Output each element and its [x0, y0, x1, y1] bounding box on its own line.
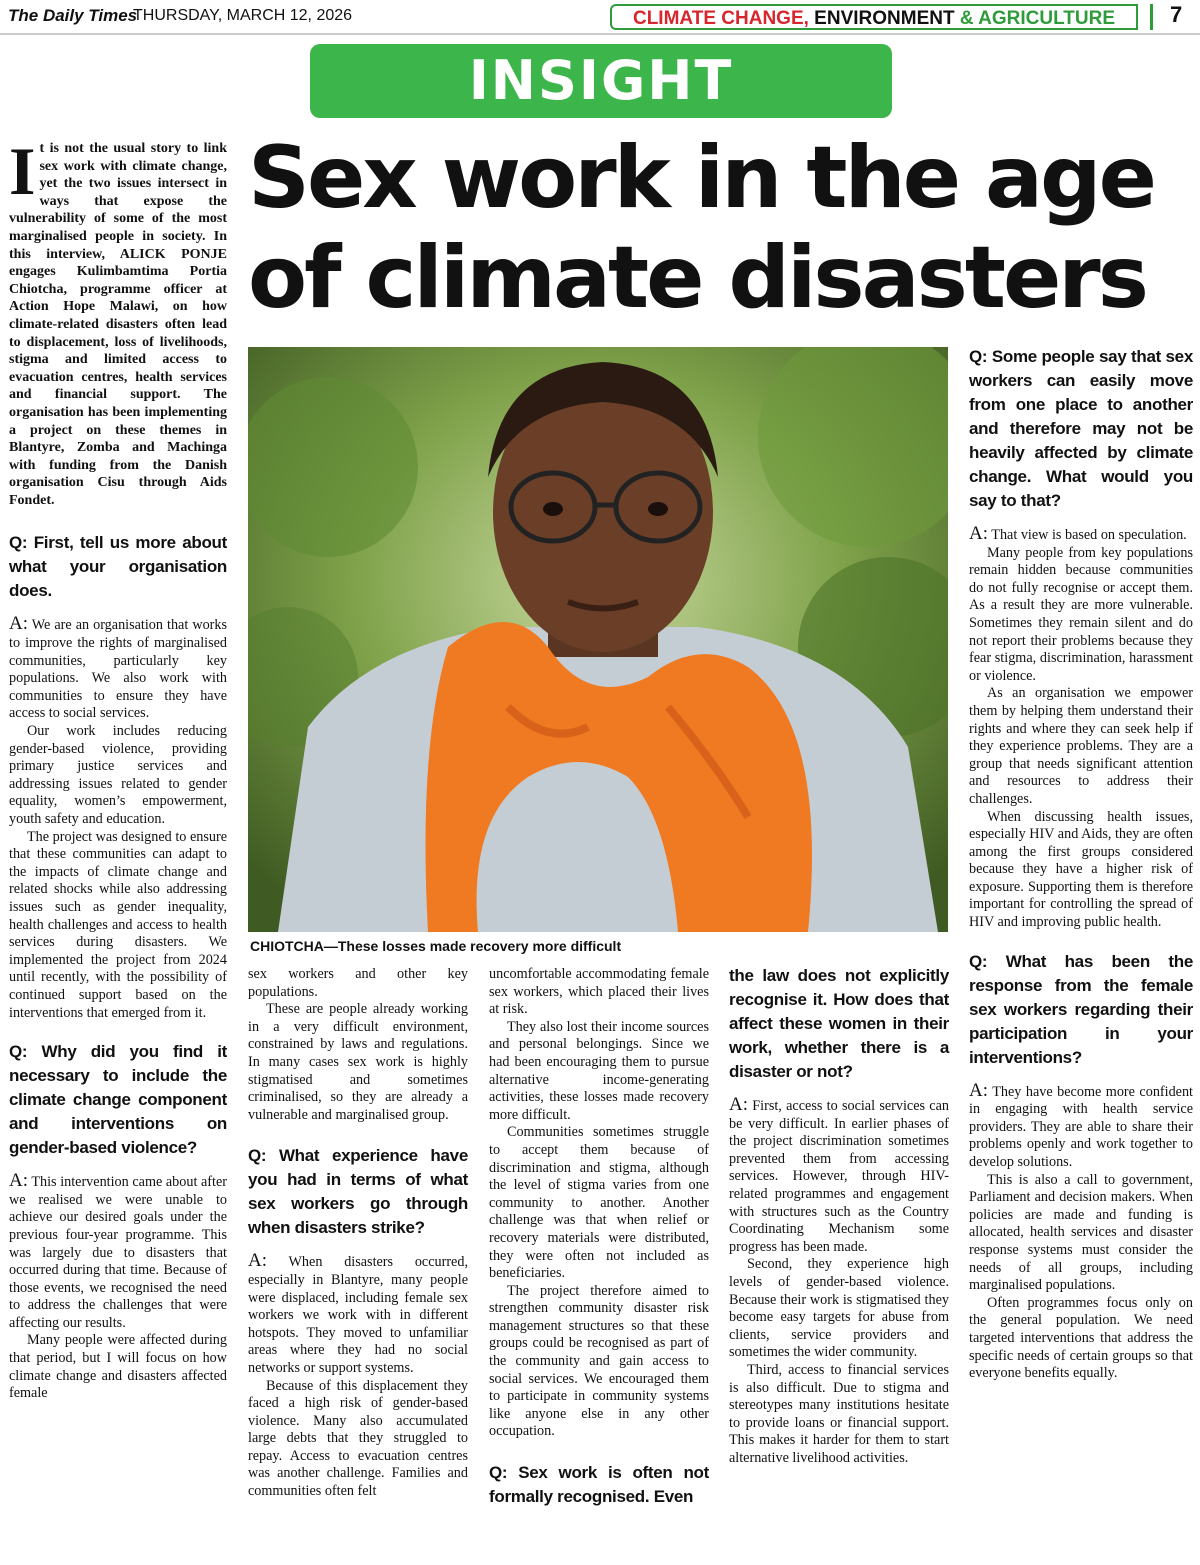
answer-2-para-1 — [9, 1172, 227, 1332]
answer-2-text: This intervention came about after we realised we were unable to achieve our desired goals under the previous four-year programme. This was largely due to disasters that occurred during that time. Because of those events, we recognised the need to address the challenges that were affecting our results. — [9, 1174, 227, 1331]
section-banner — [610, 4, 1138, 30]
article-column-1 — [9, 133, 228, 1403]
section-part2: ENVIRONMENT — [808, 8, 960, 29]
answer-marker: A: — [969, 523, 988, 544]
answer-marker: A: — [969, 1079, 988, 1101]
answer-6-para-2: This is also a call to government, Parliament and decision makers. When policies are made and funding is allocated, health services and disaster response systems must consider the needs of all groups, including marginalised populations. — [969, 1171, 1193, 1294]
answer-5-para-2: Many people from key populations remain hidden because communities do not fully recognise or accept them. As a result they are more vulnerable. Sometimes they remain silent and do not report their problems because they fear stigma, discrimination, harassment or violence. — [969, 544, 1193, 684]
photo-caption: CHIOTCHA—These losses made recovery more difficult — [250, 938, 622, 954]
col3-para-4: The project therefore aimed to strengthen community disaster risk management structures so that these groups could be recognised as part of the community and gain access to social services. We encouraged them to participate in community systems like anyone else in any other occupation. — [489, 1282, 709, 1440]
intro-text: t is not the usual story to link sex work with climate change, yet the two issues intersect in ways that expose the vulnerability of some of the most marginalised people in society. In this interview, ALICK PONJE engages Kulimbamtima Portia Chiotcha, programme officer at Action Hope Malawi, on how climate-related disasters often lead to displacement, loss of livelihoods, stigma and limited access to evacuation centres, health services and financial support. The organisation has been implementing a project on these themes in Blantyre, Zomba and Machinga with funding from the Danish organisation Cisu through Aids Fondet. — [9, 141, 227, 508]
answer-5-para-1 — [969, 525, 1193, 545]
col3-para-2: They also lost their income sources and personal belongings. Since we had been encouraging them to pursue alternative income-generating activities, these losses made recovery more difficult. — [489, 1018, 709, 1123]
headline: Sex work in the age of climate disasters — [248, 128, 1154, 328]
answer-4-para-1 — [729, 1096, 949, 1256]
issue-date: THURSDAY, MARCH 12, 2026 — [133, 7, 353, 24]
answer-marker: A: — [9, 613, 28, 635]
answer-3-para-2: Because of this displacement they faced a high risk of gender-based violence. Many also accumulated large debts that they struggled to repay. Access to evacuation centres was another challenge. Families and communities often felt — [248, 1377, 468, 1500]
answer-6-text: They have become more confident in engaging with health service providers. They are able to share their problems openly and work together to develop solutions. — [969, 1083, 1193, 1171]
answer-2-para-2: Many people were affected during that period, but I will focus on how climate change and disasters affected female — [9, 1332, 227, 1402]
header-divider — [1150, 4, 1153, 30]
portrait-illustration — [248, 347, 948, 932]
answer-4-para-3: Third, access to financial services is also difficult. Due to stigma and stereotypes many institutions hesitate to provide loans or financial support. This makes it harder for them to start alternative livelihood activities. — [729, 1361, 949, 1466]
answer-3-para-1 — [248, 1252, 468, 1377]
question-2: Q: Why did you find it necessary to include the climate change component and interventions on gender-based violence? — [9, 1042, 227, 1158]
col3-para-3: Communities sometimes struggle to accept them because of discrimination and stigma, although the level of stigma varies from one community to another. Another challenge was that when relief or recovery materials were distributed, they were often not included as beneficiaries. — [489, 1124, 709, 1282]
answer-1-text: We are an organisation that works to improve the rights of marginalised communities, particularly key populations. We also work with communities to ensure they have access to social services. — [9, 617, 228, 722]
article-column-2 — [248, 966, 468, 1501]
newspaper-name: The Daily Times — [8, 6, 138, 25]
answer-1-para-1 — [9, 615, 227, 723]
answer-1-para-2: Our work includes reducing gender-based violence, providing primary justice services and addressing issues related to gender equality, women’s empowerment, youth safety and education. — [9, 723, 227, 827]
portrait-photo — [248, 347, 948, 932]
answer-6-para-1 — [969, 1079, 1193, 1172]
question-4: Q: Sex work is often not formally recognised. Even — [489, 1463, 709, 1507]
drop-cap: I — [9, 133, 36, 209]
answer-6-para-3: Often programmes focus only on the general population. We need targeted interventions that address the specific needs of certain groups so that everyone benefits equally. — [969, 1294, 1193, 1382]
answer-marker: A: — [729, 1094, 748, 1115]
article-column-4 — [729, 964, 949, 1467]
answer-marker: A: — [9, 1170, 28, 1192]
answer-4-text: First, access to social services can be very difficult. In earlier phases of the project discrimination sometimes prevented them from accessing services. However, through HIV-related programmes and engagement with structures such as the Country Coordinating Mechanism some progress has been made. — [729, 1098, 949, 1255]
page-number: 7 — [1170, 2, 1183, 27]
answer-marker: A: — [248, 1250, 267, 1272]
article-column-5 — [969, 345, 1193, 1383]
question-6: Q: What has been the response from the female sex workers regarding their participation in your interventions? — [969, 951, 1193, 1067]
header-rule — [0, 33, 1200, 35]
section-part3: & AGRICULTURE — [959, 8, 1116, 29]
answer-5-para-3: As an organisation we empower them by helping them understand their rights and where they can seek help if they experience problems. They are a group that needs significant attention and resources to address their challenges. — [969, 685, 1193, 807]
col3-para-1: uncomfortable accommodating female sex workers, which placed their lives at risk. — [489, 966, 709, 1018]
article-column-3 — [489, 966, 709, 1521]
question-3: Q: What experience have you had in terms of what sex workers go through when disasters strike? — [248, 1146, 468, 1238]
section-part1: CLIMATE CHANGE, — [632, 8, 809, 29]
question-4-continued: the law does not explicitly recognise it. How does that affect these women in their work, whether there is a disaster or not? — [729, 966, 949, 1081]
question-1: Q: First, tell us more about what your organisation does. — [9, 533, 227, 601]
answer-5-para-4: When discussing health issues, especially HIV and Aids, they are often among the first groups considered because they have a higher risk of exposure. Supporting them is therefore important for controlling the spread of HIV and improving public health. — [969, 808, 1193, 931]
intro-paragraph — [9, 133, 227, 509]
kicker-banner: INSIGHT — [310, 44, 892, 118]
answer-5-text: That view is based on speculation. — [991, 527, 1187, 543]
col2-para-2: These are people already working in a very difficult environment, constrained by laws and regulations. In many cases sex work is highly stigmatised and sometimes criminalised, so they are already a vulnerable and marginalised group. — [248, 1001, 468, 1123]
question-5: Q: Some people say that sex workers can easily move from one place to another and therefore may not be heavily affected by climate change. What would you say to that? — [969, 347, 1193, 510]
answer-3-text: When disasters occurred, especially in Blantyre, many people were displaced, including female sex workers we work with in different hotspots. They moved to unfamiliar areas where they had no social networks or support systems. — [248, 1254, 468, 1376]
answer-1-para-3: The project was designed to ensure that these communities can adapt to the impacts of climate change and related shocks while also addressing issues such as gender inequality, health challenges and access to health services during disasters. We implemented the project from 2024 until recently, with the possibility of continued support based on the interventions that emerged from it. — [9, 828, 227, 1021]
col2-para-1: sex workers and other key populations. — [248, 966, 468, 1000]
answer-4-para-2: Second, they experience high levels of gender-based violence. Because their work is stigmatised they become easy targets for abuse from clients, service providers and sometimes the wider community. — [729, 1256, 949, 1361]
